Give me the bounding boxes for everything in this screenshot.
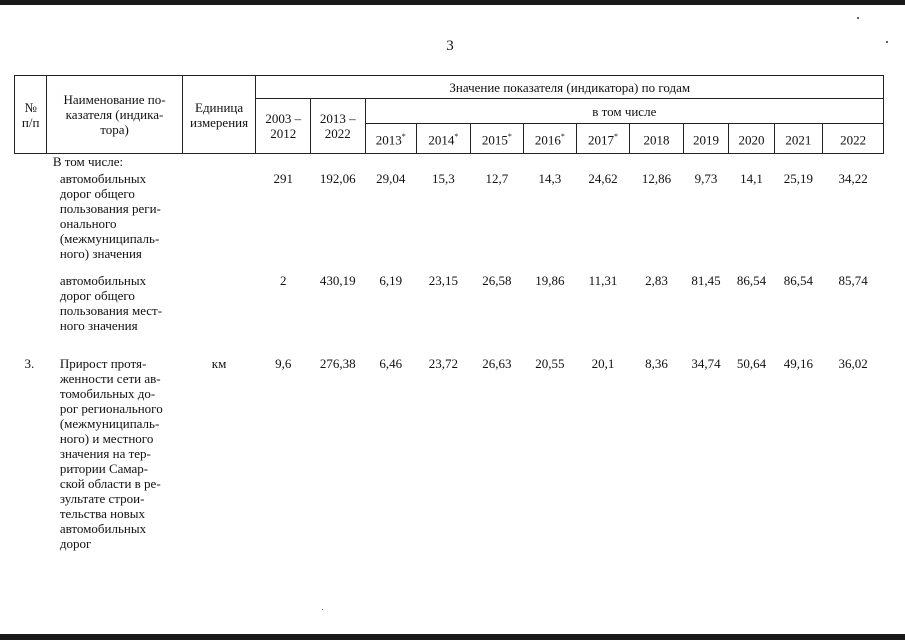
row-name-line: женности сети ав- — [59, 370, 161, 386]
row-value: 14,1 — [740, 170, 763, 186]
indicator-table — [14, 75, 884, 551]
header-name-line: тора) — [100, 122, 129, 137]
row-name — [47, 154, 182, 171]
row-value: 26,63 — [482, 355, 512, 371]
table-body — [15, 154, 884, 551]
row-value: 14,3 — [538, 170, 562, 186]
header-name — [47, 76, 182, 154]
row-name — [47, 356, 182, 551]
row-value: 23,72 — [428, 355, 458, 371]
row-value: 15,3 — [431, 170, 455, 186]
row-value: 29,04 — [376, 170, 406, 186]
scan-speck — [886, 41, 888, 43]
header-period-line: 2013 – — [319, 111, 356, 126]
row-name-line: пользования реги- — [59, 200, 161, 216]
row-value: 24,62 — [588, 170, 618, 186]
page-number: 3 — [446, 38, 454, 54]
header-year — [417, 124, 471, 154]
row-name-line: значения на тер- — [59, 445, 151, 461]
row-value: 86,54 — [736, 272, 767, 288]
header-year — [470, 124, 524, 154]
row-value — [729, 154, 774, 171]
row-value: 430,19 — [319, 272, 356, 288]
row-value: 49,16 — [783, 355, 814, 371]
row-value — [576, 154, 630, 171]
row-name-line: томобильных до- — [59, 385, 156, 401]
table-row — [15, 171, 884, 273]
year-label: 2018 — [643, 132, 670, 148]
row-value — [256, 154, 311, 171]
header-including: в том числе — [365, 99, 883, 124]
row-value — [683, 154, 728, 171]
header-period-2013-2022 — [311, 99, 366, 154]
row-name — [47, 171, 182, 273]
row-name-line: (межмуниципаль- — [59, 230, 160, 246]
year-label: 2017 — [587, 132, 614, 148]
row-name-line: ного значения — [59, 317, 138, 333]
row-value: 34,74 — [691, 355, 721, 371]
row-value: 20,55 — [535, 355, 565, 371]
row-value: 6,19 — [379, 272, 403, 288]
row-value — [470, 154, 524, 171]
header-year — [524, 124, 577, 154]
row-name-line: тельства новых — [59, 505, 145, 521]
row-value — [417, 154, 471, 171]
header-name-line: Наименование по- — [63, 92, 166, 107]
row-name-line: онального — [59, 215, 117, 231]
header-unit-line: измерения — [190, 114, 249, 130]
header-year — [630, 124, 684, 154]
row-name-line: ской области в ре- — [59, 475, 161, 491]
year-label: 2014 — [428, 132, 455, 148]
header-year — [774, 124, 822, 154]
header-year — [576, 124, 630, 154]
table-header — [15, 76, 884, 154]
row-name-line: автомобильных — [59, 272, 147, 288]
header-unit — [182, 76, 256, 154]
row-num — [15, 273, 47, 356]
row-num — [15, 171, 47, 273]
scan-speck — [857, 17, 859, 19]
row-name-line: ного) и местного — [59, 430, 154, 446]
year-label: 2013 — [375, 132, 402, 148]
year-asterisk: * — [613, 132, 618, 142]
header-values-title: Значение показателя (индикатора) по годам — [256, 76, 884, 99]
year-asterisk: * — [401, 132, 406, 142]
year-label: 2019 — [693, 132, 719, 148]
row-value: 12,7 — [485, 170, 509, 186]
year-label: 2021 — [785, 132, 812, 148]
row-value: 291 — [273, 170, 293, 186]
row-value — [524, 154, 577, 171]
row-value: 9,6 — [275, 355, 292, 371]
row-name — [47, 273, 182, 356]
header-year — [823, 124, 884, 154]
header-year — [729, 124, 774, 154]
scan-bottom-edge — [0, 634, 905, 640]
year-asterisk: * — [560, 132, 565, 142]
row-value: 50,64 — [736, 355, 767, 371]
header-num-line: п/п — [21, 114, 40, 130]
row-name-line: пользования мест- — [59, 302, 163, 318]
scan-top-edge — [0, 0, 905, 5]
year-label: 2015 — [481, 132, 508, 148]
year-asterisk: * — [454, 132, 459, 142]
row-value — [365, 154, 417, 171]
row-unit — [182, 171, 256, 273]
header-num — [15, 76, 47, 154]
row-num: 3. — [24, 355, 35, 371]
table-row — [15, 273, 884, 356]
header-period-line: 2003 – — [265, 111, 302, 126]
row-value: 85,74 — [838, 272, 868, 288]
header-period-line: 2012 — [270, 126, 297, 141]
row-value: 11,31 — [588, 272, 618, 288]
header-year — [365, 124, 417, 154]
header-name-line: казателя (индика- — [65, 107, 164, 122]
row-name-line: зультате строи- — [59, 490, 145, 506]
year-label: 2020 — [738, 132, 765, 148]
table-row — [15, 356, 884, 551]
header-period-2003-2012 — [256, 99, 311, 154]
row-name-line: (межмуниципаль- — [59, 415, 160, 431]
year-label: 2022 — [840, 132, 867, 148]
row-value: 86,54 — [783, 272, 814, 288]
row-unit — [182, 154, 256, 171]
row-value — [823, 154, 884, 171]
row-value: 2,83 — [645, 272, 668, 288]
row-value: 25,19 — [783, 170, 814, 186]
table-row — [15, 154, 884, 171]
row-name-line: В том числе: — [52, 154, 124, 169]
row-name-line: дорог общего — [59, 185, 135, 201]
row-value: 192,06 — [319, 170, 356, 186]
row-value: 8,36 — [645, 355, 668, 371]
row-name-line: ритории Самар- — [59, 460, 149, 476]
row-value — [774, 154, 822, 171]
row-value: 36,02 — [838, 355, 868, 371]
header-num-line: № — [24, 99, 37, 115]
row-name-line: Прирост протя- — [59, 355, 147, 371]
row-value: 9,73 — [694, 170, 718, 186]
row-unit: км — [211, 355, 227, 371]
row-value: 12,86 — [641, 170, 672, 186]
row-name-line: дорог — [59, 535, 92, 551]
header-period-line: 2022 — [324, 126, 351, 141]
year-asterisk: * — [507, 132, 512, 142]
row-value: 81,45 — [691, 272, 721, 288]
year-label: 2016 — [534, 132, 561, 148]
header-unit-line: Единица — [195, 99, 244, 115]
row-value — [311, 154, 366, 171]
row-unit — [182, 273, 256, 356]
scan-speck — [322, 609, 323, 610]
row-name-line: ного) значения — [59, 245, 142, 261]
row-value: 276,38 — [319, 355, 356, 371]
row-value: 23,15 — [428, 272, 458, 288]
row-value: 2 — [279, 272, 287, 288]
row-name-line: рог регионального — [59, 400, 163, 416]
header-year — [683, 124, 728, 154]
row-value: 34,22 — [838, 170, 868, 186]
row-value: 6,46 — [379, 355, 403, 371]
row-name-line: автомобильных — [59, 520, 147, 536]
row-name-line: дорог общего — [59, 287, 135, 303]
row-value: 26,58 — [482, 272, 512, 288]
row-num — [15, 154, 47, 171]
row-name-line: автомобильных — [59, 170, 147, 186]
row-value — [630, 154, 684, 171]
row-value: 19,86 — [535, 272, 565, 288]
row-value: 20,1 — [591, 355, 615, 371]
